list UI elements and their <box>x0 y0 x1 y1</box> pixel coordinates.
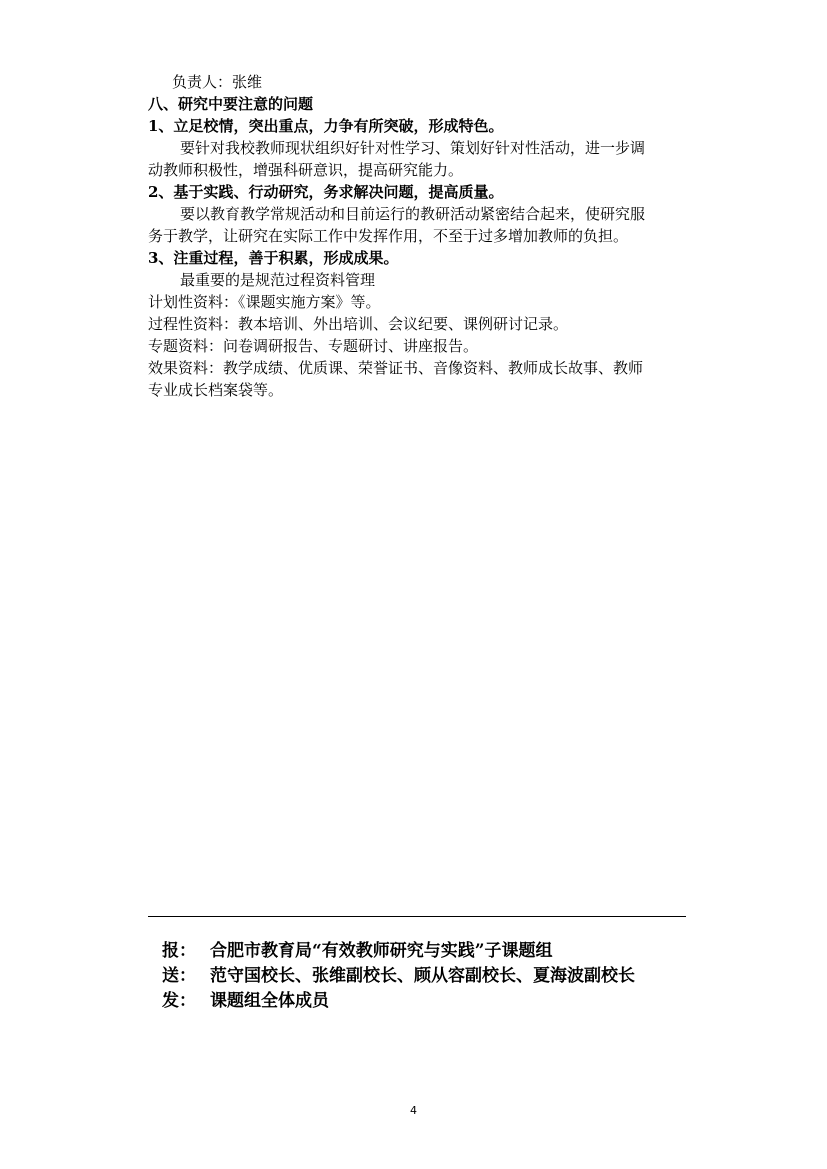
item-heading-2: 2、基于实践、行动研究，务求解决问题，提高质量。 <box>148 183 504 201</box>
item-heading-3: 3、注重过程，善于积累，形成成果。 <box>148 249 399 267</box>
distribution-row-report <box>162 939 553 963</box>
divider-rule <box>148 916 686 917</box>
distribution-row-issue <box>162 989 329 1013</box>
responsible-person: 负责人：张维 <box>172 73 263 91</box>
material-line: 过程性资料：教本培训、外出培训、会议纪要、课例研讨记录。 <box>148 315 569 333</box>
distribution-label: 发： <box>162 991 196 1011</box>
item-heading-1: 1、立足校情，突出重点，力争有所突破，形成特色。 <box>148 117 504 135</box>
material-line: 专业成长档案袋等。 <box>148 381 284 399</box>
distribution-label: 送： <box>162 966 196 986</box>
item-text-line: 要针对我校教师现状组织好针对性学习、策划好针对性活动，进一步调 <box>180 139 646 157</box>
material-line: 专题资料：问卷调研报告、专题研讨、讲座报告。 <box>148 337 479 355</box>
distribution-value: 课题组全体成员 <box>210 991 329 1011</box>
item-text-line: 最重要的是规范过程资料管理 <box>180 271 376 289</box>
distribution-value: 范守国校长、张维副校长、顾从容副校长、夏海波副校长 <box>210 966 635 986</box>
item-text-line: 务于教学，让研究在实际工作中发挥作用，不至于过多增加教师的负担。 <box>148 227 629 245</box>
item-text-line: 要以教育教学常规活动和目前运行的教研活动紧密结合起来，使研究服 <box>180 205 646 223</box>
item-text-line: 动教师积极性，增强科研意识，提高研究能力。 <box>148 161 464 179</box>
material-line: 效果资料：教学成绩、优质课、荣誉证书、音像资料、教师成长故事、教师 <box>148 359 644 377</box>
section-title: 八、研究中要注意的问题 <box>148 95 314 113</box>
material-line: 计划性资料：《课题实施方案》等。 <box>148 293 381 311</box>
distribution-label: 报： <box>162 941 196 961</box>
distribution-value: 合肥市教育局“有效教师研究与实践”子课题组 <box>210 941 553 961</box>
distribution-row-send <box>162 964 635 988</box>
page-number: 4 <box>410 1104 417 1117</box>
